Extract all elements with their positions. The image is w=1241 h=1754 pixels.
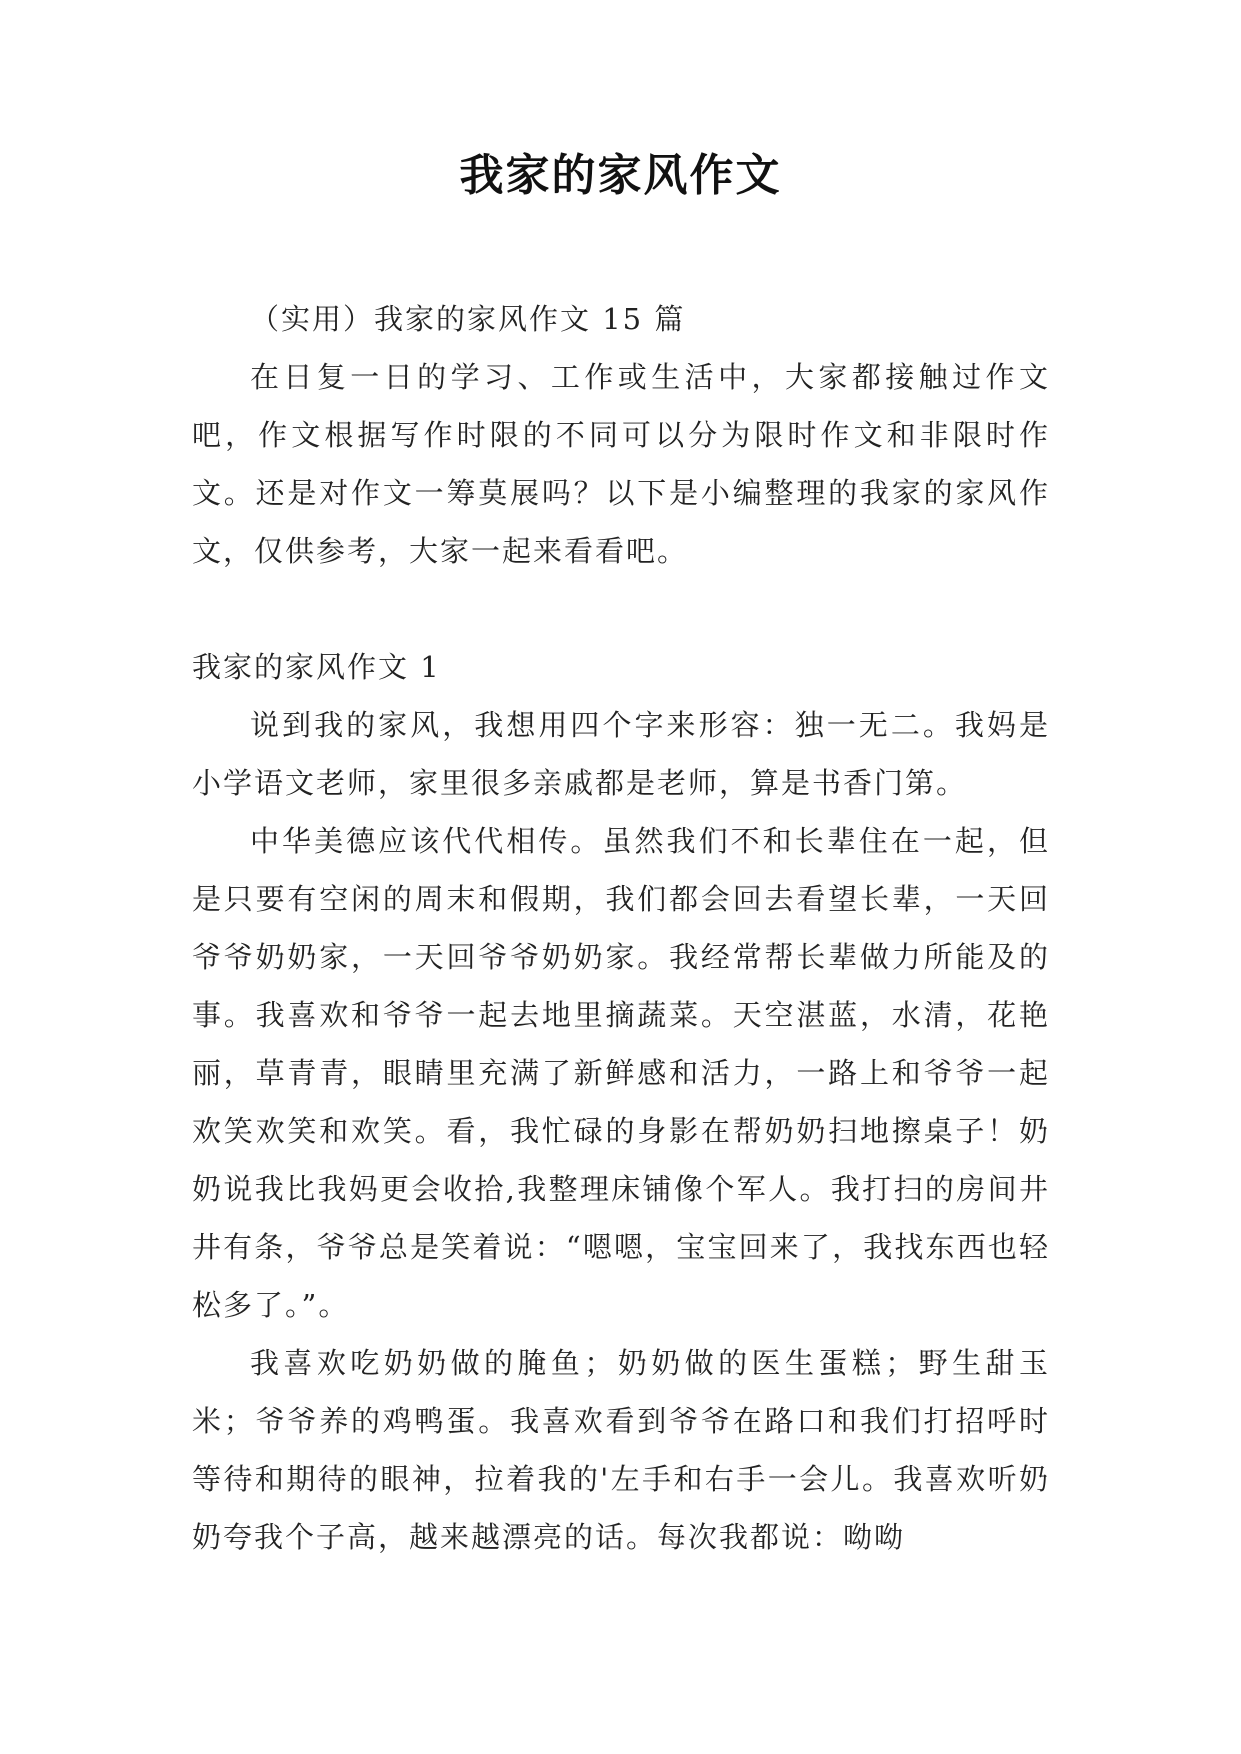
document-subtitle: （实用）我家的家风作文 15 篇 — [250, 302, 686, 336]
document-title: 我家的家风作文 — [459, 150, 782, 201]
body-paragraph: 中华美德应该代代相传。虽然我们不和长辈住在一起，但是只要有空闲的周末和假期，我们都会回去看望长辈，一天回爷爷奶奶家，一天回爷爷奶奶家。我经常帮长辈做力所能及的事。我喜欢和爷爷一起去地里摘蔬菜。天空湛蓝，水清，花艳丽，草青青，眼睛里充满了新鲜感和活力，一路上和爷爷一起欢笑欢笑和欢笑。看，我忙碌的身影在帮奶奶扫地擦桌子！奶奶说我比我妈更会收拾,我整理床铺像个军人。我打扫的房间井井有条，爷爷总是笑着说：“嗯嗯，宝宝回来了，我找东西也轻松多了。”。 — [192, 824, 1050, 1322]
document-body — [192, 290, 1050, 1566]
body-paragraph: 说到我的家风，我想用四个字来形容：独一无二。我妈是小学语文老师，家里很多亲戚都是老师，算是书香门第。 — [192, 708, 1050, 800]
blank-line — [192, 580, 1050, 638]
section-heading: 我家的家风作文 1 — [192, 650, 441, 684]
body-paragraph: 我喜欢吃奶奶做的腌鱼；奶奶做的医生蛋糕；野生甜玉米；爷爷养的鸡鸭蛋。我喜欢看到爷爷在路口和我们打招呼时等待和期待的眼神，拉着我的'左手和右手一会儿。我喜欢听奶奶夸我个子高，越来越漂亮的话。每次我都说：呦呦 — [192, 1346, 1050, 1554]
intro-paragraph: 在日复一日的学习、工作或生活中，大家都接触过作文吧，作文根据写作时限的不同可以分为限时作文和非限时作文。还是对作文一筹莫展吗？以下是小编整理的我家的家风作文，仅供参考，大家一起来看看吧。 — [192, 360, 1050, 568]
